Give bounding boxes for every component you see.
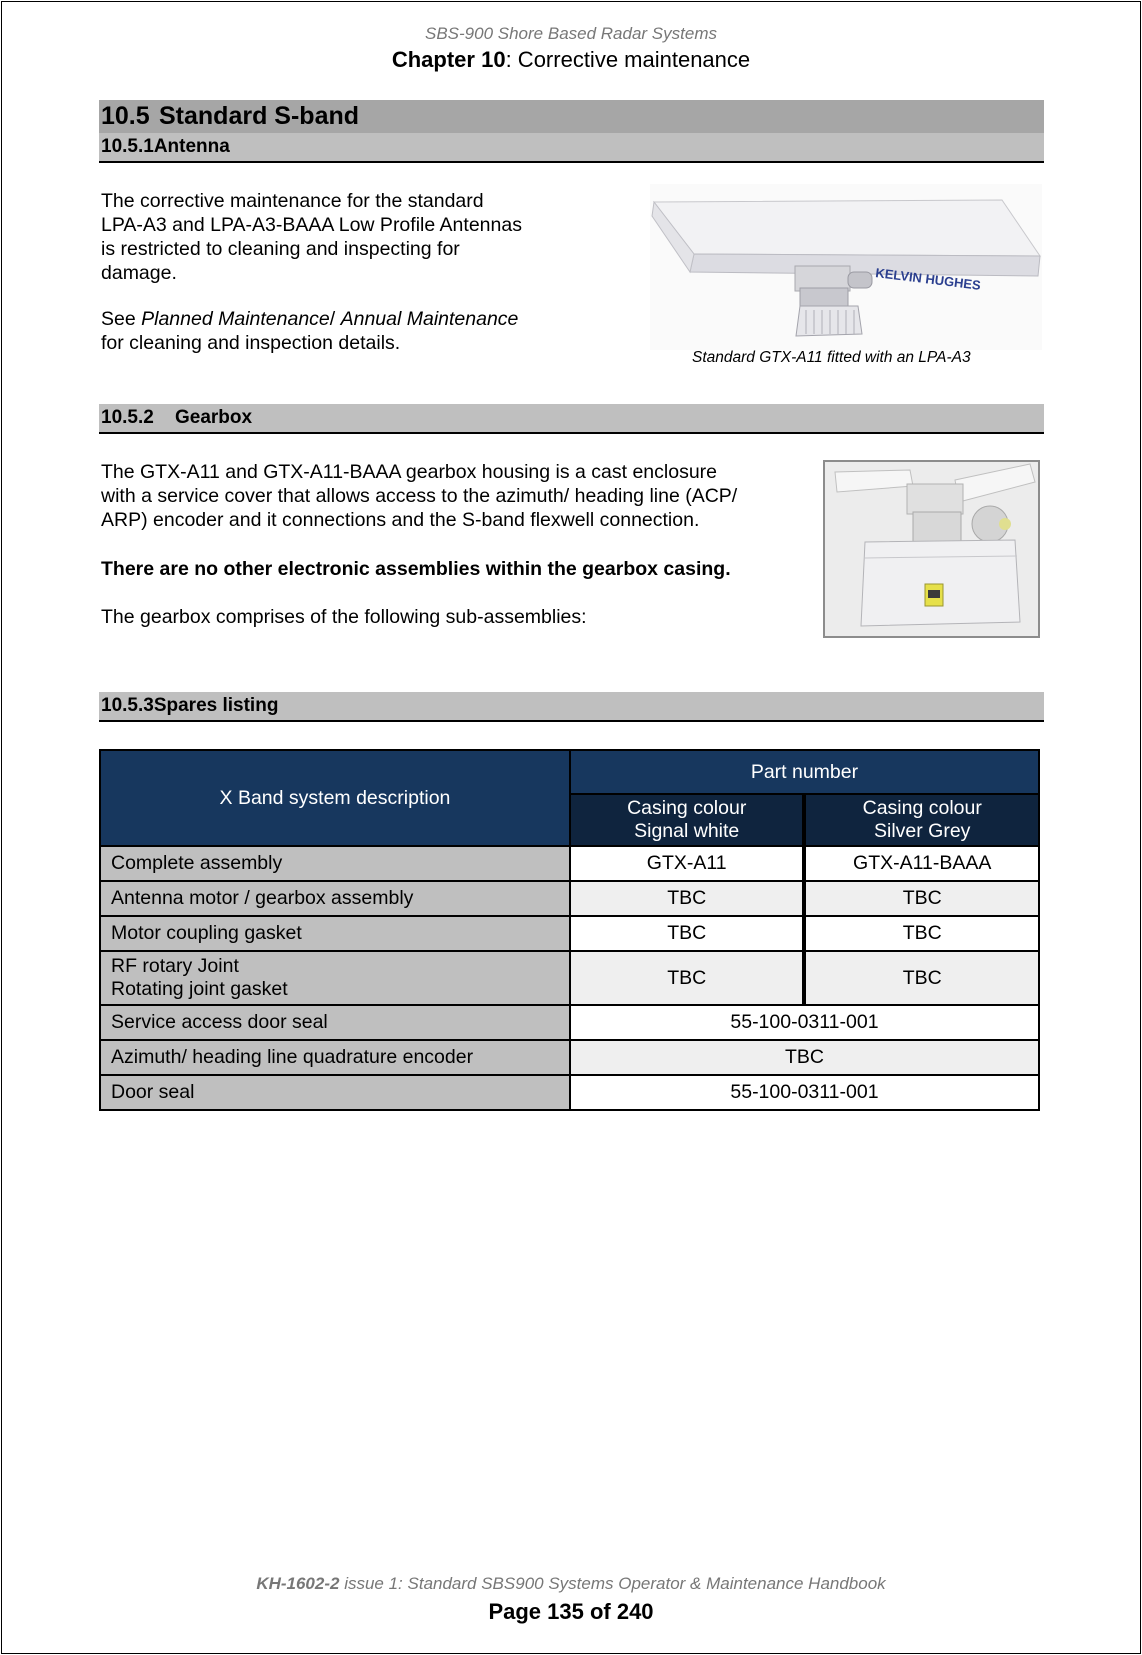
gearbox-subassemblies-intro: The gearbox comprises of the following sub-assemblies: bbox=[101, 606, 587, 628]
antenna-heading bbox=[99, 133, 1044, 163]
col-header-part-number: Part number bbox=[570, 750, 1039, 794]
spares-title: Spares listing bbox=[153, 695, 279, 716]
table-header-row bbox=[100, 750, 1039, 794]
col-header-line: Signal white bbox=[634, 820, 740, 842]
table-row bbox=[100, 1040, 1039, 1075]
see-suffix: for cleaning and inspection details. bbox=[101, 332, 401, 354]
gearbox-paragraph bbox=[101, 460, 791, 532]
antenna-number: 10.5.1 bbox=[101, 136, 154, 157]
antenna-line: The corrective maintenance for the standard bbox=[101, 190, 484, 212]
col-header-signal-white bbox=[570, 794, 805, 846]
row-shared-part: 55-100-0311-001 bbox=[570, 1005, 1039, 1040]
antenna-title: Antenna bbox=[153, 136, 230, 157]
antenna-brand-text: KELVIN HUGHES bbox=[874, 265, 982, 293]
gearbox-title: Gearbox bbox=[175, 407, 253, 428]
row-description bbox=[100, 951, 570, 1005]
row-shared-part: TBC bbox=[570, 1040, 1039, 1075]
see-prefix: See bbox=[101, 308, 142, 330]
table-row bbox=[100, 916, 1039, 951]
gearbox-heading bbox=[99, 404, 1044, 434]
document-title: SBS-900 Shore Based Radar Systems bbox=[425, 24, 717, 43]
see-separator: / bbox=[329, 308, 341, 330]
row-description-line: Rotating joint gasket bbox=[111, 978, 288, 1000]
row-description: Antenna motor / gearbox assembly bbox=[100, 881, 570, 916]
gearbox-number: 10.5.2 bbox=[101, 407, 154, 428]
antenna-line: LPA-A3 and LPA-A3-BAAA Low Profile Antennas bbox=[101, 214, 522, 236]
col-header-silver-grey bbox=[804, 794, 1039, 846]
row-description: Door seal bbox=[100, 1075, 570, 1110]
row-description: Azimuth/ heading line quadrature encoder bbox=[100, 1040, 570, 1075]
page-number: Page 135 of 240 bbox=[488, 1599, 654, 1624]
table-row bbox=[100, 1005, 1039, 1040]
antenna-line: damage. bbox=[101, 262, 177, 284]
row-description: Motor coupling gasket bbox=[100, 916, 570, 951]
table-row bbox=[100, 881, 1039, 916]
chapter-title: : Corrective maintenance bbox=[505, 47, 751, 72]
antenna-image bbox=[650, 184, 1042, 350]
spares-heading bbox=[99, 692, 1044, 722]
table-row bbox=[100, 846, 1039, 881]
chapter-heading bbox=[0, 47, 1142, 73]
row-grey-part: TBC bbox=[804, 916, 1039, 951]
antenna-illustration bbox=[650, 184, 1042, 350]
row-shared-part: 55-100-0311-001 bbox=[570, 1075, 1039, 1110]
table-row bbox=[100, 951, 1039, 1005]
row-white-part: TBC bbox=[570, 951, 805, 1005]
table-row bbox=[100, 1075, 1039, 1110]
antenna-paragraph bbox=[101, 189, 571, 285]
row-white-part: TBC bbox=[570, 916, 805, 951]
row-description-line: RF rotary Joint bbox=[111, 955, 239, 977]
gearbox-note: There are no other electronic assemblies within the gearbox casing. bbox=[101, 558, 731, 580]
section-heading bbox=[99, 100, 1044, 133]
col-header-line: Casing colour bbox=[627, 797, 747, 819]
annual-maintenance-link[interactable]: Annual Maintenance bbox=[340, 308, 519, 330]
antenna-image-caption: Standard GTX-A11 fitted with an LPA-A3 bbox=[692, 349, 971, 366]
row-grey-part: TBC bbox=[804, 951, 1039, 1005]
spares-number: 10.5.3 bbox=[101, 695, 154, 716]
footer-doc-id: KH-1602-2 bbox=[256, 1574, 340, 1593]
section-title: Standard S-band bbox=[159, 102, 360, 130]
gearbox-line: ARP) encoder and it connections and the S-band flexwell connection. bbox=[101, 509, 700, 531]
row-description: Service access door seal bbox=[100, 1005, 570, 1040]
col-header-description: X Band system description bbox=[100, 750, 570, 846]
col-header-line: Casing colour bbox=[862, 797, 982, 819]
antenna-line: is restricted to cleaning and inspecting for bbox=[101, 238, 460, 260]
row-white-part: TBC bbox=[570, 881, 805, 916]
spares-table bbox=[99, 749, 1040, 1111]
gearbox-line: The GTX-A11 and GTX-A11-BAAA gearbox housing is a cast enclosure bbox=[101, 461, 718, 483]
see-reference bbox=[101, 307, 571, 355]
row-description: Complete assembly bbox=[100, 846, 570, 881]
gearbox-image bbox=[823, 460, 1040, 638]
row-white-part: GTX-A11 bbox=[570, 846, 805, 881]
chapter-label: Chapter 10 bbox=[391, 47, 506, 72]
gearbox-line: with a service cover that allows access to the azimuth/ heading line (ACP/ bbox=[101, 485, 738, 507]
gearbox-illustration bbox=[825, 462, 1038, 636]
planned-maintenance-link[interactable]: Planned Maintenance bbox=[141, 308, 330, 330]
section-number: 10.5 bbox=[101, 102, 150, 130]
row-grey-part: TBC bbox=[804, 881, 1039, 916]
row-grey-part: GTX-A11-BAAA bbox=[804, 846, 1039, 881]
footer-doc-desc: issue 1: Standard SBS900 Systems Operator & Maintenance Handbook bbox=[339, 1574, 886, 1593]
footer-document bbox=[0, 1574, 1142, 1594]
col-header-line: Silver Grey bbox=[874, 820, 971, 842]
